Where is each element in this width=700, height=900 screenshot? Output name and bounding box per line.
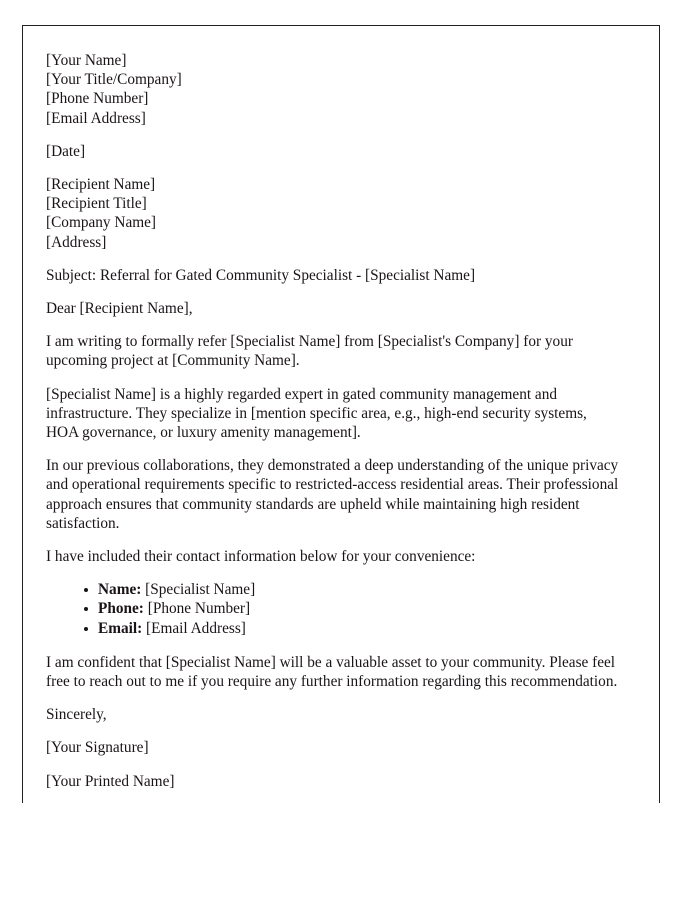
contact-information-list [46, 580, 622, 638]
list-item [84, 599, 622, 618]
contact-email-label: Email: [98, 619, 143, 637]
contact-name-label: Name: [98, 581, 142, 599]
contact-name-value: [Specialist Name] [145, 581, 256, 599]
sender-phone: [Phone Number] [46, 90, 149, 108]
recipient-title: [Recipient Title] [46, 195, 147, 213]
salutation: Dear [Recipient Name], [46, 300, 193, 318]
sender-email: [Email Address] [46, 109, 146, 127]
body-paragraph-2: [Specialist Name] is a highly regarded expert in gated community management and infrastructure. They specialize in [mention specific area, e.g., high-end security systems, HOA governance, or luxury amenity management]. [46, 385, 591, 442]
sender-address-block [46, 51, 622, 128]
recipient-name: [Recipient Name] [46, 176, 156, 194]
contact-intro-paragraph: I have included their contact information below for your convenience: [46, 548, 476, 566]
contact-phone-label: Phone: [98, 600, 144, 618]
contact-email-value: [Email Address] [146, 619, 246, 637]
recipient-address-block [46, 175, 622, 252]
letter-content [46, 51, 622, 805]
signature-placeholder: [Your Signature] [46, 739, 149, 757]
list-item [84, 619, 622, 638]
date-line: [Date] [46, 142, 86, 160]
subject-line: Subject: Referral for Gated Community Specialist - [Specialist Name] [46, 266, 476, 284]
body-paragraph-1: I am writing to formally refer [Specialist Name] from [Specialist's Company] for your upcoming project at [Community Name]. [46, 333, 577, 370]
printed-name-placeholder: [Your Printed Name] [46, 772, 175, 790]
list-item [84, 580, 622, 599]
document-page [22, 25, 660, 803]
sender-title-company: [Your Title/Company] [46, 71, 182, 89]
sign-off: Sincerely, [46, 706, 107, 724]
recipient-address: [Address] [46, 233, 107, 251]
closing-paragraph: I am confident that [Specialist Name] will be a valuable asset to your community. Please feel free to reach out to me if you require any further information regarding this recommendation. [46, 653, 619, 691]
recipient-company: [Company Name] [46, 214, 157, 232]
body-paragraph-3: In our previous collaborations, they demonstrated a deep understanding of the unique privacy and operational requirements specific to restricted-access residential areas. Their professional approach ensures that community standards are upheld while maintaining high resident satisfaction. [46, 457, 623, 532]
date-block [46, 142, 622, 161]
contact-phone-value: [Phone Number] [147, 600, 251, 618]
sender-name: [Your Name] [46, 52, 127, 69]
